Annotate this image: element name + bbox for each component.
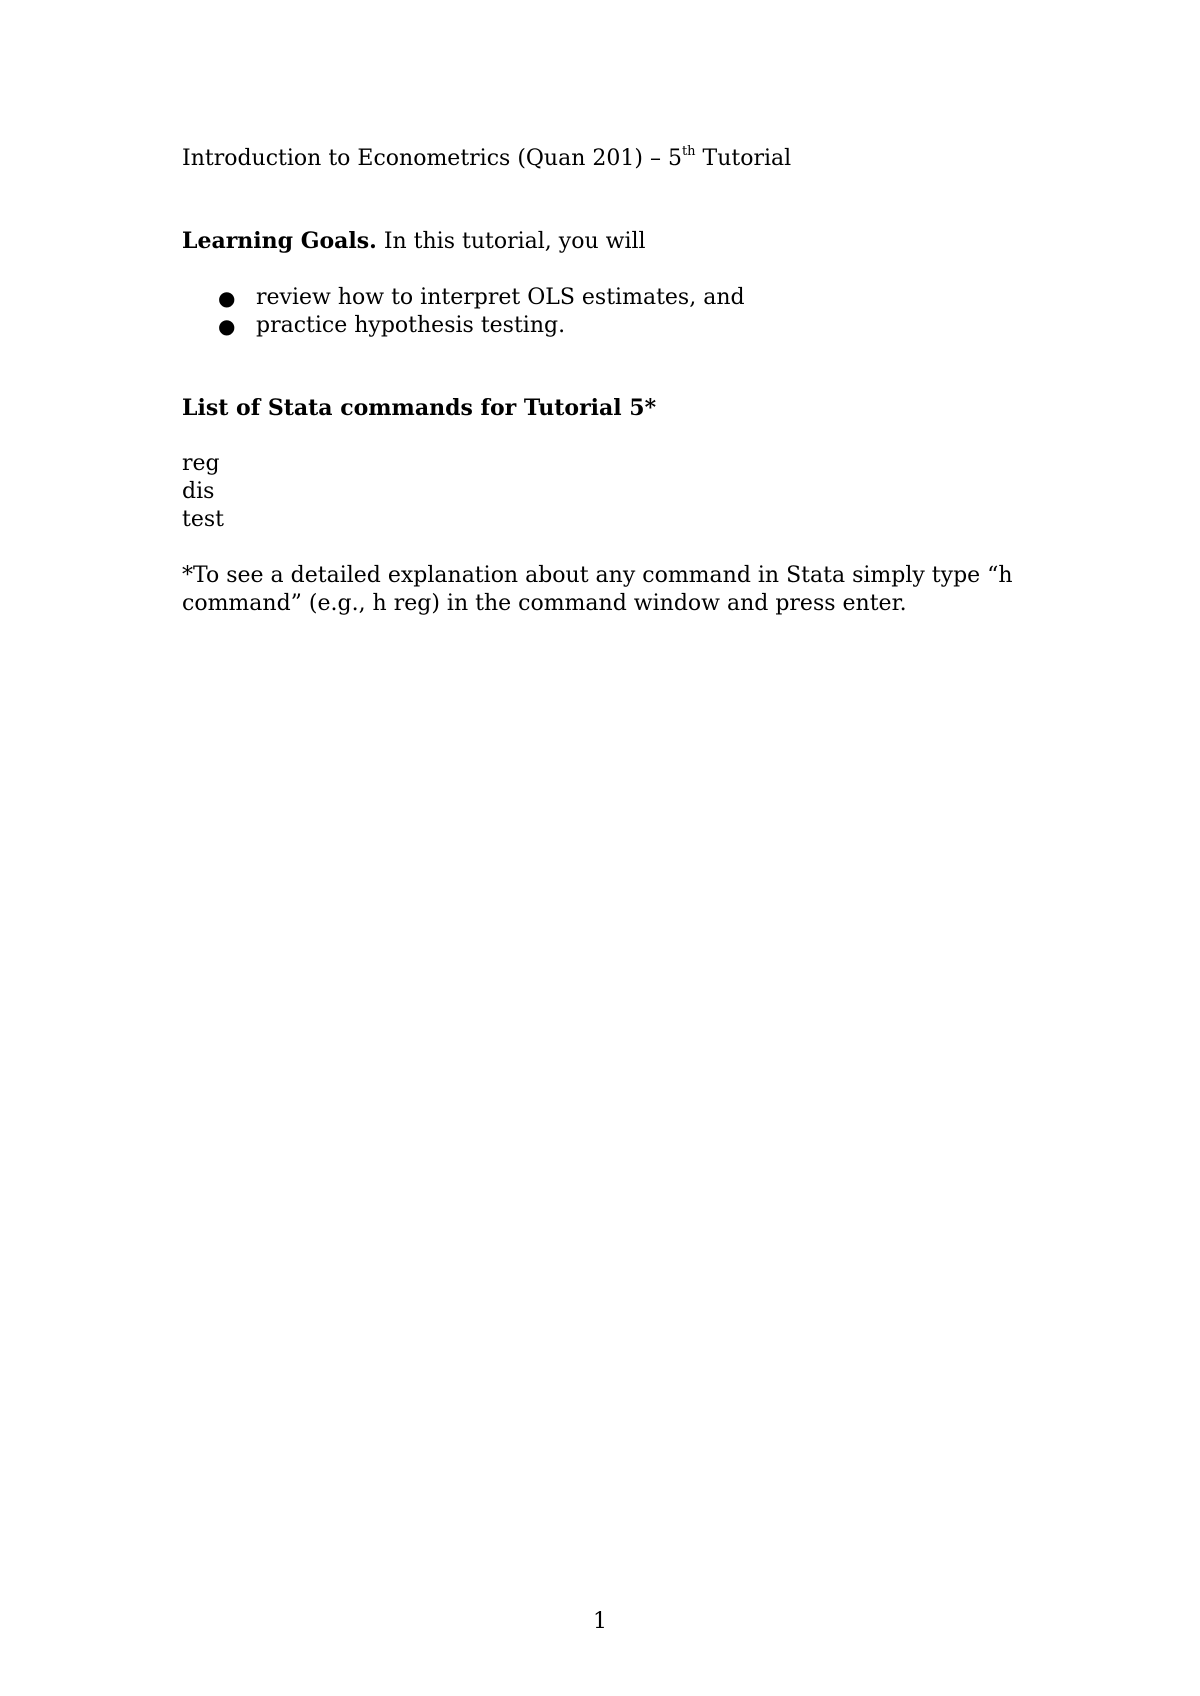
learning-goals-label: Learning Goals. — [182, 228, 377, 254]
learning-goals-list — [182, 284, 1022, 340]
list-item-text: review how to interpret OLS estimates, and — [256, 285, 745, 310]
command-item: test — [182, 507, 224, 532]
list-item — [182, 312, 1022, 340]
list-item — [182, 284, 1022, 312]
title-suffix: Tutorial — [695, 146, 792, 171]
title-superscript: th — [681, 143, 696, 159]
page-content — [182, 145, 1022, 618]
bullet-icon: ● — [218, 286, 236, 310]
commands-list — [182, 450, 1022, 534]
commands-heading: List of Stata commands for Tutorial 5* — [182, 395, 657, 421]
page-number: 1 — [593, 1609, 607, 1634]
bullet-icon: ● — [218, 314, 236, 338]
commands-note: *To see a detailed explanation about any command in Stata simply type “h command” (e.g., h reg) in the command window and press enter. — [182, 563, 1013, 616]
command-item: reg — [182, 451, 220, 476]
learning-goals-text: In this tutorial, you will — [376, 229, 646, 254]
list-item-text: practice hypothesis testing. — [256, 313, 566, 338]
learning-goals-intro — [182, 227, 1022, 256]
title-prefix: Introduction to Econometrics (Quan 201) – 5 — [182, 146, 682, 171]
document-title — [182, 145, 1022, 173]
command-item: dis — [182, 479, 215, 504]
